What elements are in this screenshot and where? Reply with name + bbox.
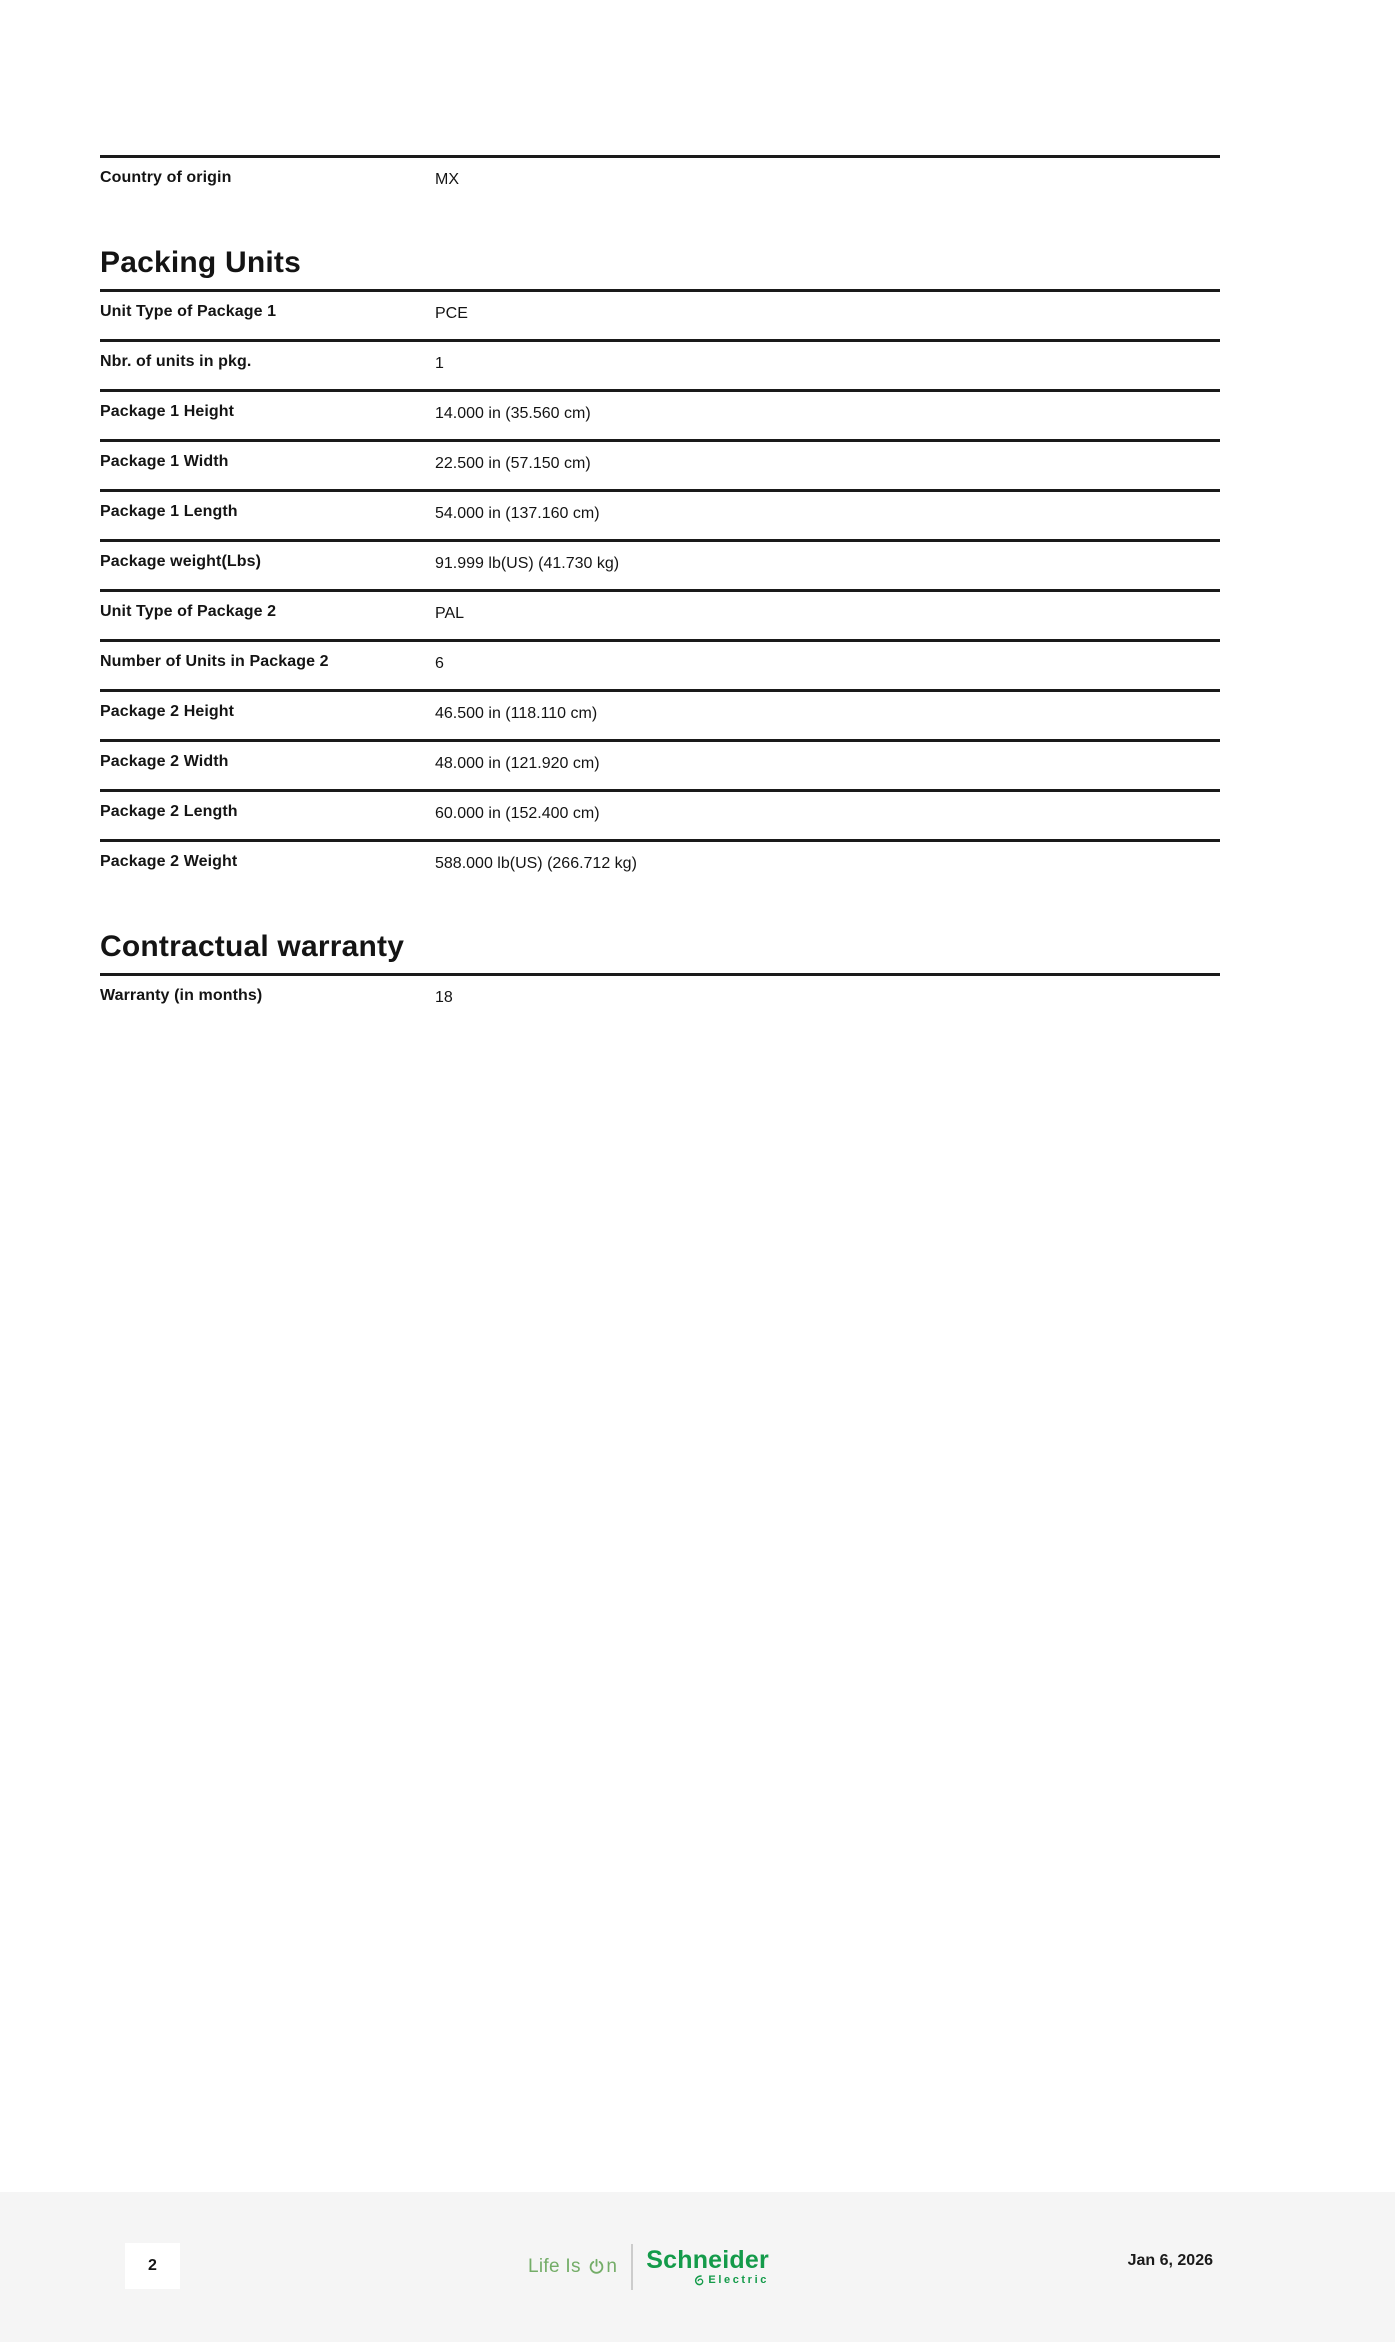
brand-subline <box>693 2274 769 2287</box>
row-value: 91.999 lb(US) (41.730 kg) <box>435 555 620 572</box>
table-row-country-of-origin <box>100 155 1220 205</box>
table-row <box>100 739 1220 789</box>
packing-units-table <box>100 289 1220 889</box>
table-row <box>100 689 1220 739</box>
page-content <box>100 155 1220 1023</box>
section-title: Contractual warranty <box>100 930 405 963</box>
brand-wordmark <box>646 2245 769 2287</box>
section-packing-units <box>100 246 1220 889</box>
table-row <box>100 839 1220 889</box>
table-row <box>100 389 1220 439</box>
row-value: 46.500 in (118.110 cm) <box>435 705 598 722</box>
tagline-text: n <box>606 2256 618 2277</box>
row-label: Number of Units in Package 2 <box>100 653 329 670</box>
table-row <box>100 973 1220 1023</box>
row-value: 54.000 in (137.160 cm) <box>435 505 600 522</box>
row-value: 22.500 in (57.150 cm) <box>435 455 591 472</box>
section-contractual-warranty <box>100 930 1220 1023</box>
brand-name: Schneider <box>646 2245 769 2274</box>
row-value: 14.000 in (35.560 cm) <box>435 405 591 422</box>
row-label: Package weight(Lbs) <box>100 553 262 570</box>
row-value: PCE <box>435 305 468 322</box>
row-label: Package 2 Length <box>100 803 238 820</box>
row-label: Nbr. of units in pkg. <box>100 353 252 370</box>
row-label: Package 1 Length <box>100 503 238 520</box>
row-label: Unit Type of Package 2 <box>100 603 277 620</box>
row-label: Package 1 Width <box>100 453 229 470</box>
table-row <box>100 789 1220 839</box>
table-row <box>100 639 1220 689</box>
table-row <box>100 439 1220 489</box>
life-loop-icon <box>693 2274 706 2287</box>
row-value: 60.000 in (152.400 cm) <box>435 805 600 822</box>
row-value: MX <box>435 171 459 188</box>
logo-divider <box>631 2244 633 2290</box>
table-row <box>100 489 1220 539</box>
table-row <box>100 339 1220 389</box>
table-row <box>100 289 1220 339</box>
row-value: PAL <box>435 605 465 622</box>
table-row <box>100 539 1220 589</box>
row-value: 6 <box>435 655 444 672</box>
row-label: Package 2 Width <box>100 753 229 770</box>
tagline-text: Life Is <box>528 2256 587 2277</box>
row-label: Package 1 Height <box>100 403 235 420</box>
row-value: 18 <box>435 989 453 1006</box>
row-value: 48.000 in (121.920 cm) <box>435 755 600 772</box>
power-icon <box>588 2258 605 2275</box>
row-value: 1 <box>435 355 444 372</box>
table-row <box>100 589 1220 639</box>
row-label: Unit Type of Package 1 <box>100 303 277 320</box>
section-title: Packing Units <box>100 246 301 279</box>
brand-sub-text: Electric <box>708 2274 769 2286</box>
life-is-on-tagline <box>528 2256 617 2278</box>
page-number-box <box>125 2243 180 2289</box>
row-label: Package 2 Weight <box>100 853 238 870</box>
page-footer <box>0 2192 1395 2342</box>
contractual-warranty-table <box>100 973 1220 1023</box>
schneider-logo <box>528 2244 769 2290</box>
document-date: Jan 6, 2026 <box>1127 2252 1213 2269</box>
row-label: Country of origin <box>100 169 232 186</box>
row-label: Package 2 Height <box>100 703 235 720</box>
row-label: Warranty (in months) <box>100 987 263 1004</box>
page-number: 2 <box>148 2257 157 2274</box>
row-value: 588.000 lb(US) (266.712 kg) <box>435 855 637 872</box>
